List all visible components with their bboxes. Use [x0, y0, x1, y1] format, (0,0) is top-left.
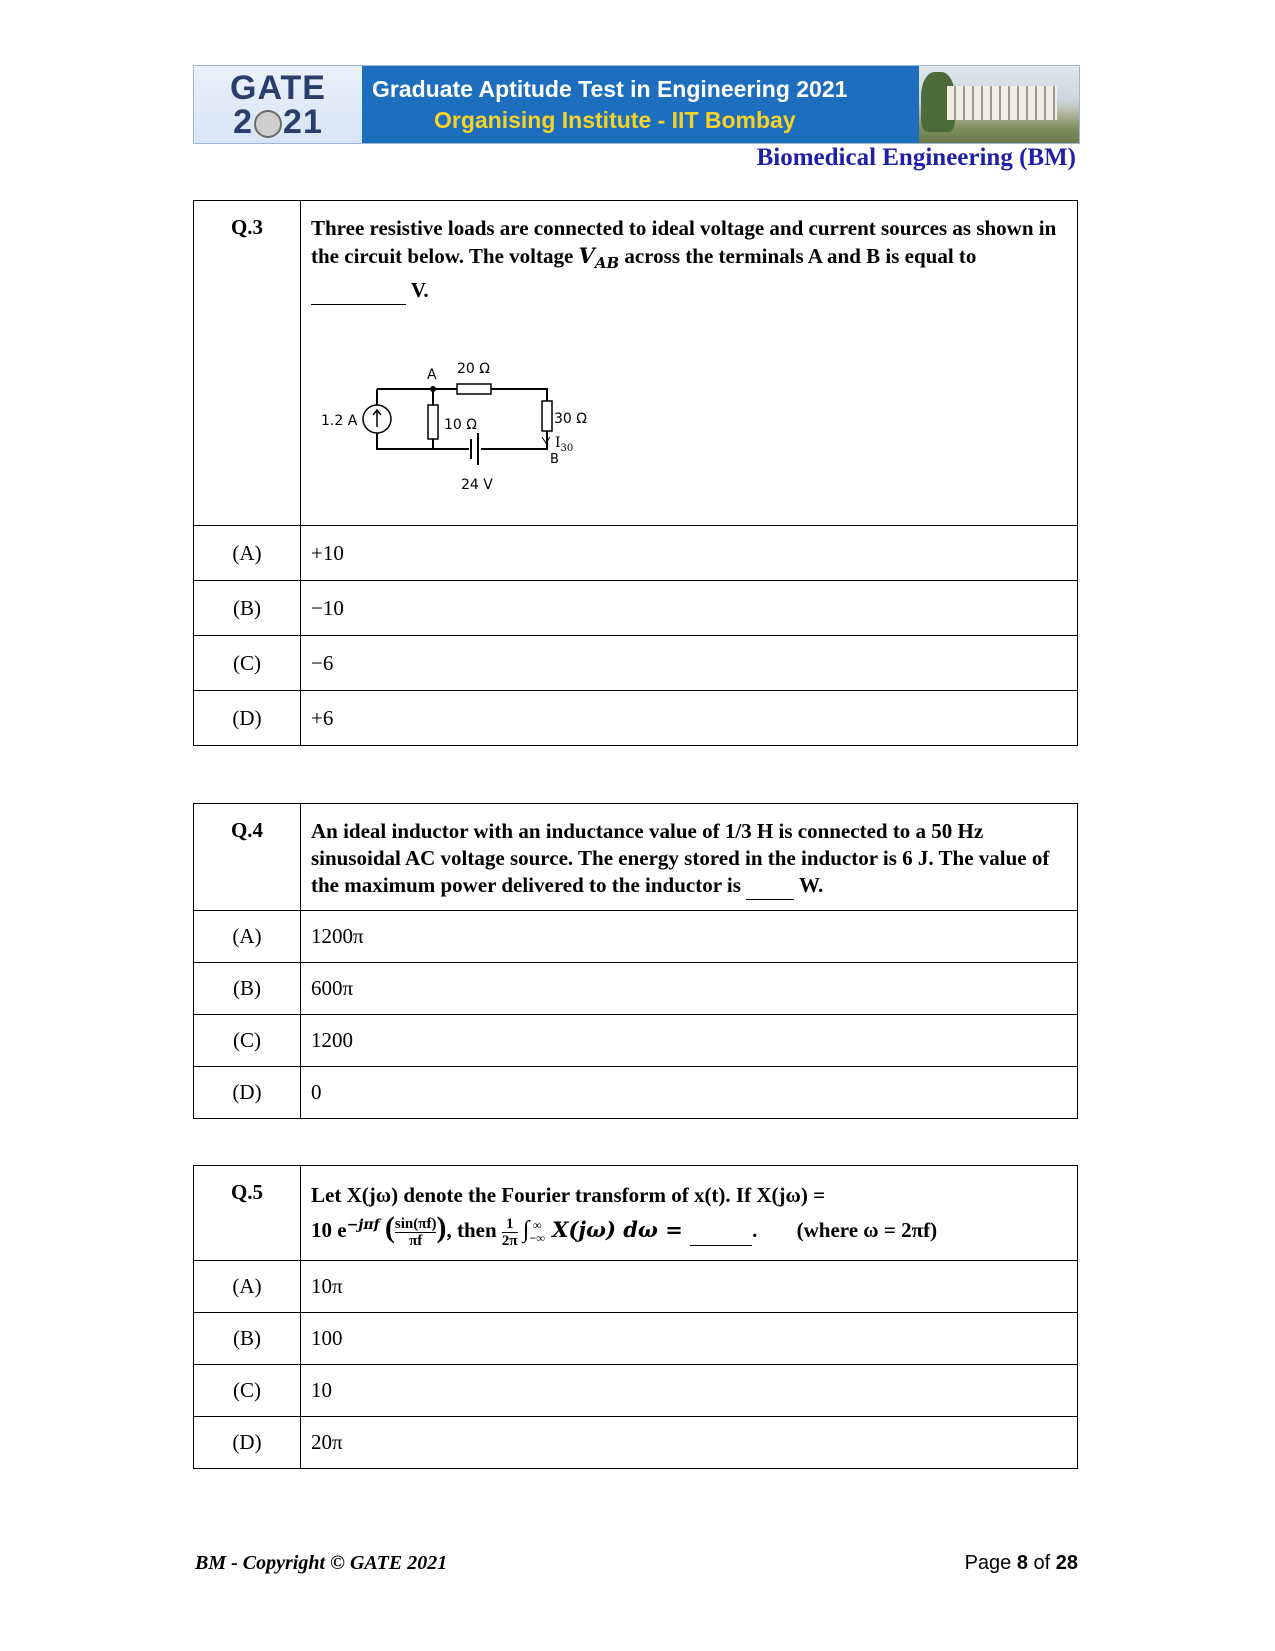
- question-number: Q.5: [194, 1166, 301, 1261]
- stem-end: .: [752, 1218, 758, 1242]
- option-label: (B): [194, 581, 301, 636]
- option-label: (C): [194, 1015, 301, 1067]
- circuit-diagram: [311, 339, 611, 509]
- option-c: 10: [301, 1365, 1078, 1417]
- option-label: (C): [194, 636, 301, 691]
- question-3: [193, 200, 1078, 746]
- stem-sub: AB: [594, 254, 620, 273]
- logo-digits: 21: [283, 102, 323, 141]
- page-total: 28: [1055, 1552, 1078, 1574]
- option-b: −10: [301, 581, 1078, 636]
- answer-blank: [311, 277, 406, 305]
- copyright-footer: BM - Copyright © GATE 2021: [195, 1552, 448, 1574]
- question-stem: [301, 1166, 1078, 1261]
- integral-limits: ∞ −∞: [529, 1218, 545, 1246]
- option-c: −6: [301, 636, 1078, 691]
- option-label: (A): [194, 911, 301, 963]
- gate-logo: [194, 66, 362, 143]
- option-d: 20π: [301, 1417, 1078, 1469]
- resistor-30-icon: [542, 401, 552, 431]
- stem-text-2: across the terminals A and B is equal to: [619, 244, 977, 268]
- stem-then: , then: [446, 1218, 502, 1242]
- stem-end: W.: [794, 873, 824, 897]
- question-number: Q.4: [194, 804, 301, 911]
- option-label: (C): [194, 1365, 301, 1417]
- banner-title: Graduate Aptitude Test in Engineering 2021: [372, 75, 848, 102]
- campus-photo: [919, 66, 1079, 143]
- resistor-10-label: 10 Ω: [444, 417, 477, 434]
- current-label: $I_{30}$: [555, 435, 574, 455]
- stem-coef: 10 e: [311, 1218, 347, 1242]
- stem-text: Three resistive loads are connected to ideal voltage and current sources as shown in the circuit below. The voltage: [311, 216, 1057, 268]
- fraction: $\frac{\sin(\pi f)}{\pi f}$: [394, 1215, 437, 1249]
- resistor-10-icon: [428, 405, 438, 439]
- answer-blank: [690, 1215, 752, 1246]
- option-label: (D): [194, 1417, 301, 1469]
- building-shape: [947, 86, 1057, 120]
- option-d: +6: [301, 691, 1078, 746]
- logo-digit: 2: [233, 102, 254, 141]
- current-source-label: 1.2 A: [321, 413, 358, 430]
- stem-var: V: [578, 243, 595, 268]
- stem-where: (where ω = 2πf): [796, 1218, 938, 1242]
- stem-end: V.: [406, 278, 429, 303]
- option-d: 0: [301, 1067, 1078, 1119]
- header-banner: [193, 65, 1080, 144]
- option-a: 1200π: [301, 911, 1078, 963]
- banner-text: [362, 66, 919, 143]
- resistor-30-label: 30 Ω: [554, 411, 587, 428]
- question-number: Q.3: [194, 201, 301, 526]
- option-label: (B): [194, 963, 301, 1015]
- option-a: +10: [301, 526, 1078, 581]
- question-4: [193, 803, 1078, 1119]
- integrand: X(jω) dω =: [544, 1217, 691, 1242]
- subject-title: Biomedical Engineering (BM): [756, 144, 1076, 171]
- option-c: 1200: [301, 1015, 1078, 1067]
- page-current: 8: [1016, 1552, 1028, 1574]
- fraction-2: $\frac{1}{2\pi}$: [501, 1215, 518, 1249]
- resistor-20-label: 20 Ω: [457, 361, 490, 378]
- banner-subtitle: Organising Institute - IIT Bombay: [434, 106, 796, 133]
- option-b: 100: [301, 1313, 1078, 1365]
- option-label: (D): [194, 1067, 301, 1119]
- stem-exp: −jπf: [346, 1217, 380, 1233]
- page-of: of: [1027, 1552, 1056, 1574]
- resistor-20-icon: [457, 384, 491, 394]
- logo-line1: GATE: [230, 68, 326, 107]
- option-label: (A): [194, 526, 301, 581]
- node-b-label: B: [550, 452, 559, 468]
- page-number: [965, 1552, 1078, 1575]
- option-a: 10π: [301, 1261, 1078, 1313]
- option-label: (D): [194, 691, 301, 746]
- stem-line-2: 10 $e^{-j\pi f}$ ( $\frac{\sin(\pi f)}{\pi f}$ ), then $\frac{1}{2\pi}$ ∫ ∞ −∞ X(jω) dω = . (where ω = 2πf): [311, 1211, 938, 1249]
- option-b: 600π: [301, 963, 1078, 1015]
- battery-label: 24 V: [461, 477, 493, 494]
- seal-icon: [254, 110, 282, 138]
- page-prefix: Page: [964, 1552, 1017, 1574]
- option-label: (A): [194, 1261, 301, 1313]
- node-a-label: A: [427, 367, 437, 384]
- question-stem: [301, 201, 1078, 526]
- question-stem: [301, 804, 1078, 911]
- option-label: (B): [194, 1313, 301, 1365]
- stem-line-1: Let X(jω) denote the Fourier transform of x(t). If X(jω) =: [311, 1183, 826, 1207]
- question-5: [193, 1165, 1078, 1469]
- stem-text: An ideal inductor with an inductance value of 1/3 H is connected to a 50 Hz sinusoidal AC voltage source. The energy stored in the inductor is 6 J. The value of the maximum power delivered to the inductor is: [311, 819, 1050, 897]
- integral-sign: ∫: [522, 1217, 530, 1243]
- answer-blank: [746, 872, 794, 900]
- logo-line2: [233, 102, 323, 141]
